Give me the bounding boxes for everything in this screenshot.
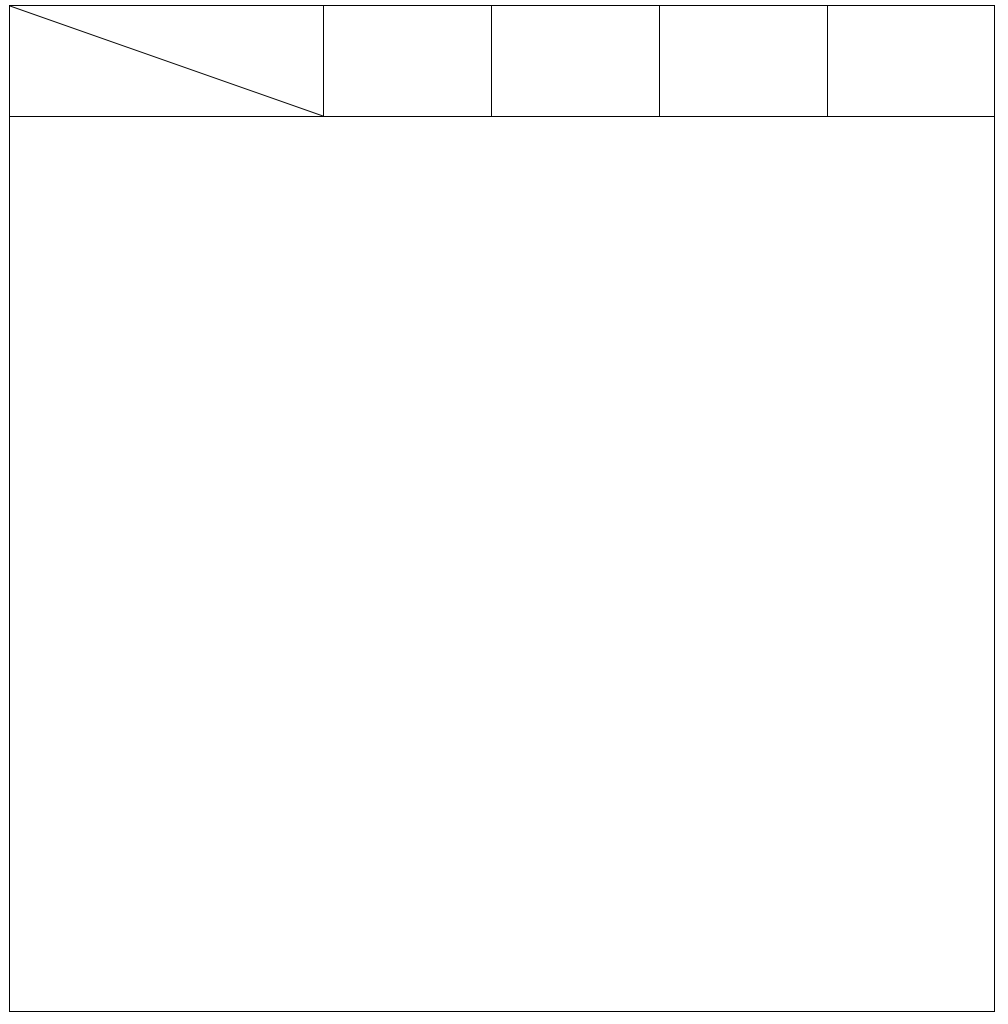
header-fld xyxy=(659,6,827,116)
header-sld xyxy=(323,6,491,116)
header-use xyxy=(827,6,996,116)
battery-parameter-table xyxy=(9,5,995,1012)
diagonal-divider xyxy=(10,6,323,116)
header-gel xyxy=(491,6,659,116)
table-header-row xyxy=(10,6,994,117)
header-corner-cell xyxy=(10,6,323,116)
